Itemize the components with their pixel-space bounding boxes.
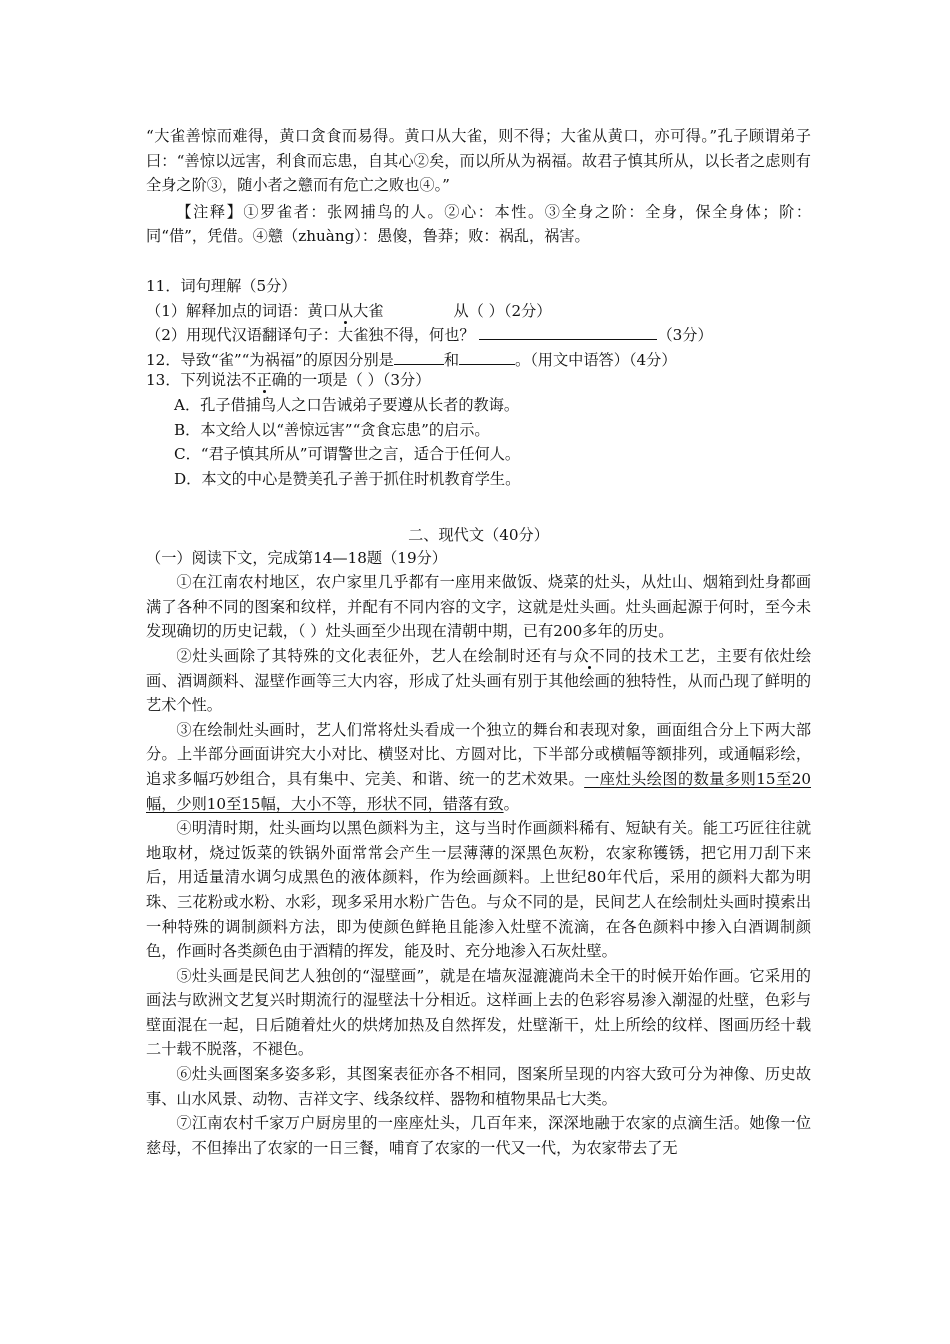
classical-paragraph: “大雀善惊而难得，黄口贪食而易得。黄口从大雀，则不得；大雀从黄口，亦可得。”孔子顾谓弟子曰：“善惊以远害，利食而忘患，自其心②矣，而以所从为祸福。故君子慎其所从，以长者之虑则有全身之阶③，随小者之戆而有危亡之败也④。” [146,127,811,195]
q13-text: 13．下列说法 [146,371,242,390]
paragraph-5: ⑤灶头画是民间艺人独创的“湿壁画”，就是在墙灰湿漉漉尚未全干的时候开始作画。它采用的画法与欧洲文艺复兴时期流行的湿壁法十分相近。这样画上去的色彩容易渗入潮湿的灶壁，色彩与壁面混在一起，日后随着灶火的烘烤加热及自然挥发，灶壁渐干，灶上所绘的纹样、图画历经十载二十载不脱落，不褪色。 [146,966,811,1059]
q11-1-text-b: 大雀 [353,301,384,320]
q12-score: 。（用文中语答）（4分） [515,350,677,369]
modern-section [146,523,811,1160]
answer-blank [459,350,515,365]
p2-text: ②灶头画除了其特殊的文化表征外，艺人在绘制时还有 [176,646,558,665]
q11-part1 [146,299,811,324]
paragraph-2 [146,644,811,718]
q13-options [146,393,811,491]
section-title: 二、现代文（40分） [408,526,549,544]
paragraph-1: ①在江南农村地区，农户家里几乎都有一座用来做饭、烧菜的灶头，从灶山、烟箱到灶身都画满了各种不同的图案和纹样，并配有不同内容的文字，这就是灶头画。灶头画起源于何时，至今未发现确切的历史记载，（ ）灶头画至少出现在清朝中期，已有200多年的历史。 [146,573,811,641]
underlined-sentence: 一座灶头绘图的数量多则15至20幅，少则10至15幅，大小不等，形状不同，错落有致 [146,769,812,813]
q11-2-score: （3分） [657,326,713,345]
answer-blank [394,350,444,365]
dotted-word: 与众不同 [557,646,622,665]
questions-section [146,274,811,491]
option-a: A．孔子借捕鸟人之口告诫弟子要遵从长者的教诲。 [174,395,520,414]
dotted-word: 从 [337,301,354,320]
p2-text-b: 的技术工艺，主要有依灶绘画、酒调颜料、湿壁作画等三大内容，形成了灶头画有别于其他绘画的独特性，从而凸现了鲜明的艺术个性。 [146,646,812,715]
q11-part2 [146,323,811,348]
q13 [146,368,811,393]
option-b: B．本文给人以“善惊远害”“贪食忘患”的启示。 [174,420,490,439]
sub-title: （一）阅读下文，完成第14—18题（19分） [146,548,447,567]
q11-1-text: （1）解释加点的词语：黄口 [146,301,338,320]
paragraph-6: ⑥灶头画图案多姿多彩，其图案表征亦各不相同，图案所呈现的内容大致可分为神像、历史故事、山水风景、动物、吉祥文字、线条纹样、器物和植物果品七大类。 [146,1065,811,1108]
q11-2-text: （2）用现代汉语翻译句子：大雀独不得，何也？ [146,326,475,345]
p3-text: ③在绘制灶头画时，艺人们常将灶头看成一个独立的舞台和表现对象，画面组合分上下两大部分。上半部分画面讲究大小对比、横竖对比、方圆对比，下半部分或横幅等额排列，或通幅彩绘，追求多幅巧妙组合，具有集中、完美、和谐、统一的艺术效果。 [146,720,811,788]
paragraph-4: ④明清时期，灶头画均以黑色颜料为主，这与当时作画颜料稀有、短缺有关。能工巧匠往往就地取材，烧过饭菜的铁锅外面常常会产生一层薄薄的深黑色灰粉，农家称镬锈，把它用刀刮下来后，用适量清水调匀成黑色的液体颜料，作为绘画颜料。上世纪80年代后，采用的颜料大都为明珠、三花粉或水粉、水彩，现多采用水粉广告色。与众不同的是，民间艺人在绘制灶头画时摸索出一种特殊的调制颜料方法，即为使颜色鲜艳且能渗入灶壁不流滴，在各色颜料中掺入白酒调制颜色，作画时各类颜色由于酒精的挥发，能及时、充分地渗入石灰灶壁。 [146,819,811,961]
p3-text-b: 。 [503,794,519,813]
annotation-note: 【注释】①罗雀者：张网捕鸟的人。②心：本性。③全身之阶：全身，保全身体；阶：同“借”，凭借。④戆（zhuàng）：愚傻，鲁莽；败：祸乱，祸害。 [146,202,811,246]
option-d: D．本文的中心是赞美孔子善于抓住时机教育学生。 [174,469,521,488]
dotted-word: 不正确 [241,371,287,390]
q13-text-b: 的一项是（ ）（3分） [286,371,431,390]
q12-text: 12．导致“雀”“为祸福”的原因分别是 [146,350,394,369]
paragraph-7: ⑦江南农村千家万户厨房里的一座座灶头，几百年来，深深地融于农家的点滴生活。她像一位慈母，不但捧出了农家的一日三餐，哺育了农家的一代又一代，为农家带去了无 [146,1114,811,1157]
q11-title: 11．词句理解（5分） [146,277,297,295]
option-c: C．“君子慎其所从”可谓警世之言，适合于任何人。 [174,445,521,464]
q12-text-and: 和 [443,350,460,369]
paragraph-3 [146,718,811,816]
answer-blank [479,325,657,340]
classical-passage [146,124,811,249]
q11-1-answer-slot: 从（ ）（2分） [453,301,552,320]
